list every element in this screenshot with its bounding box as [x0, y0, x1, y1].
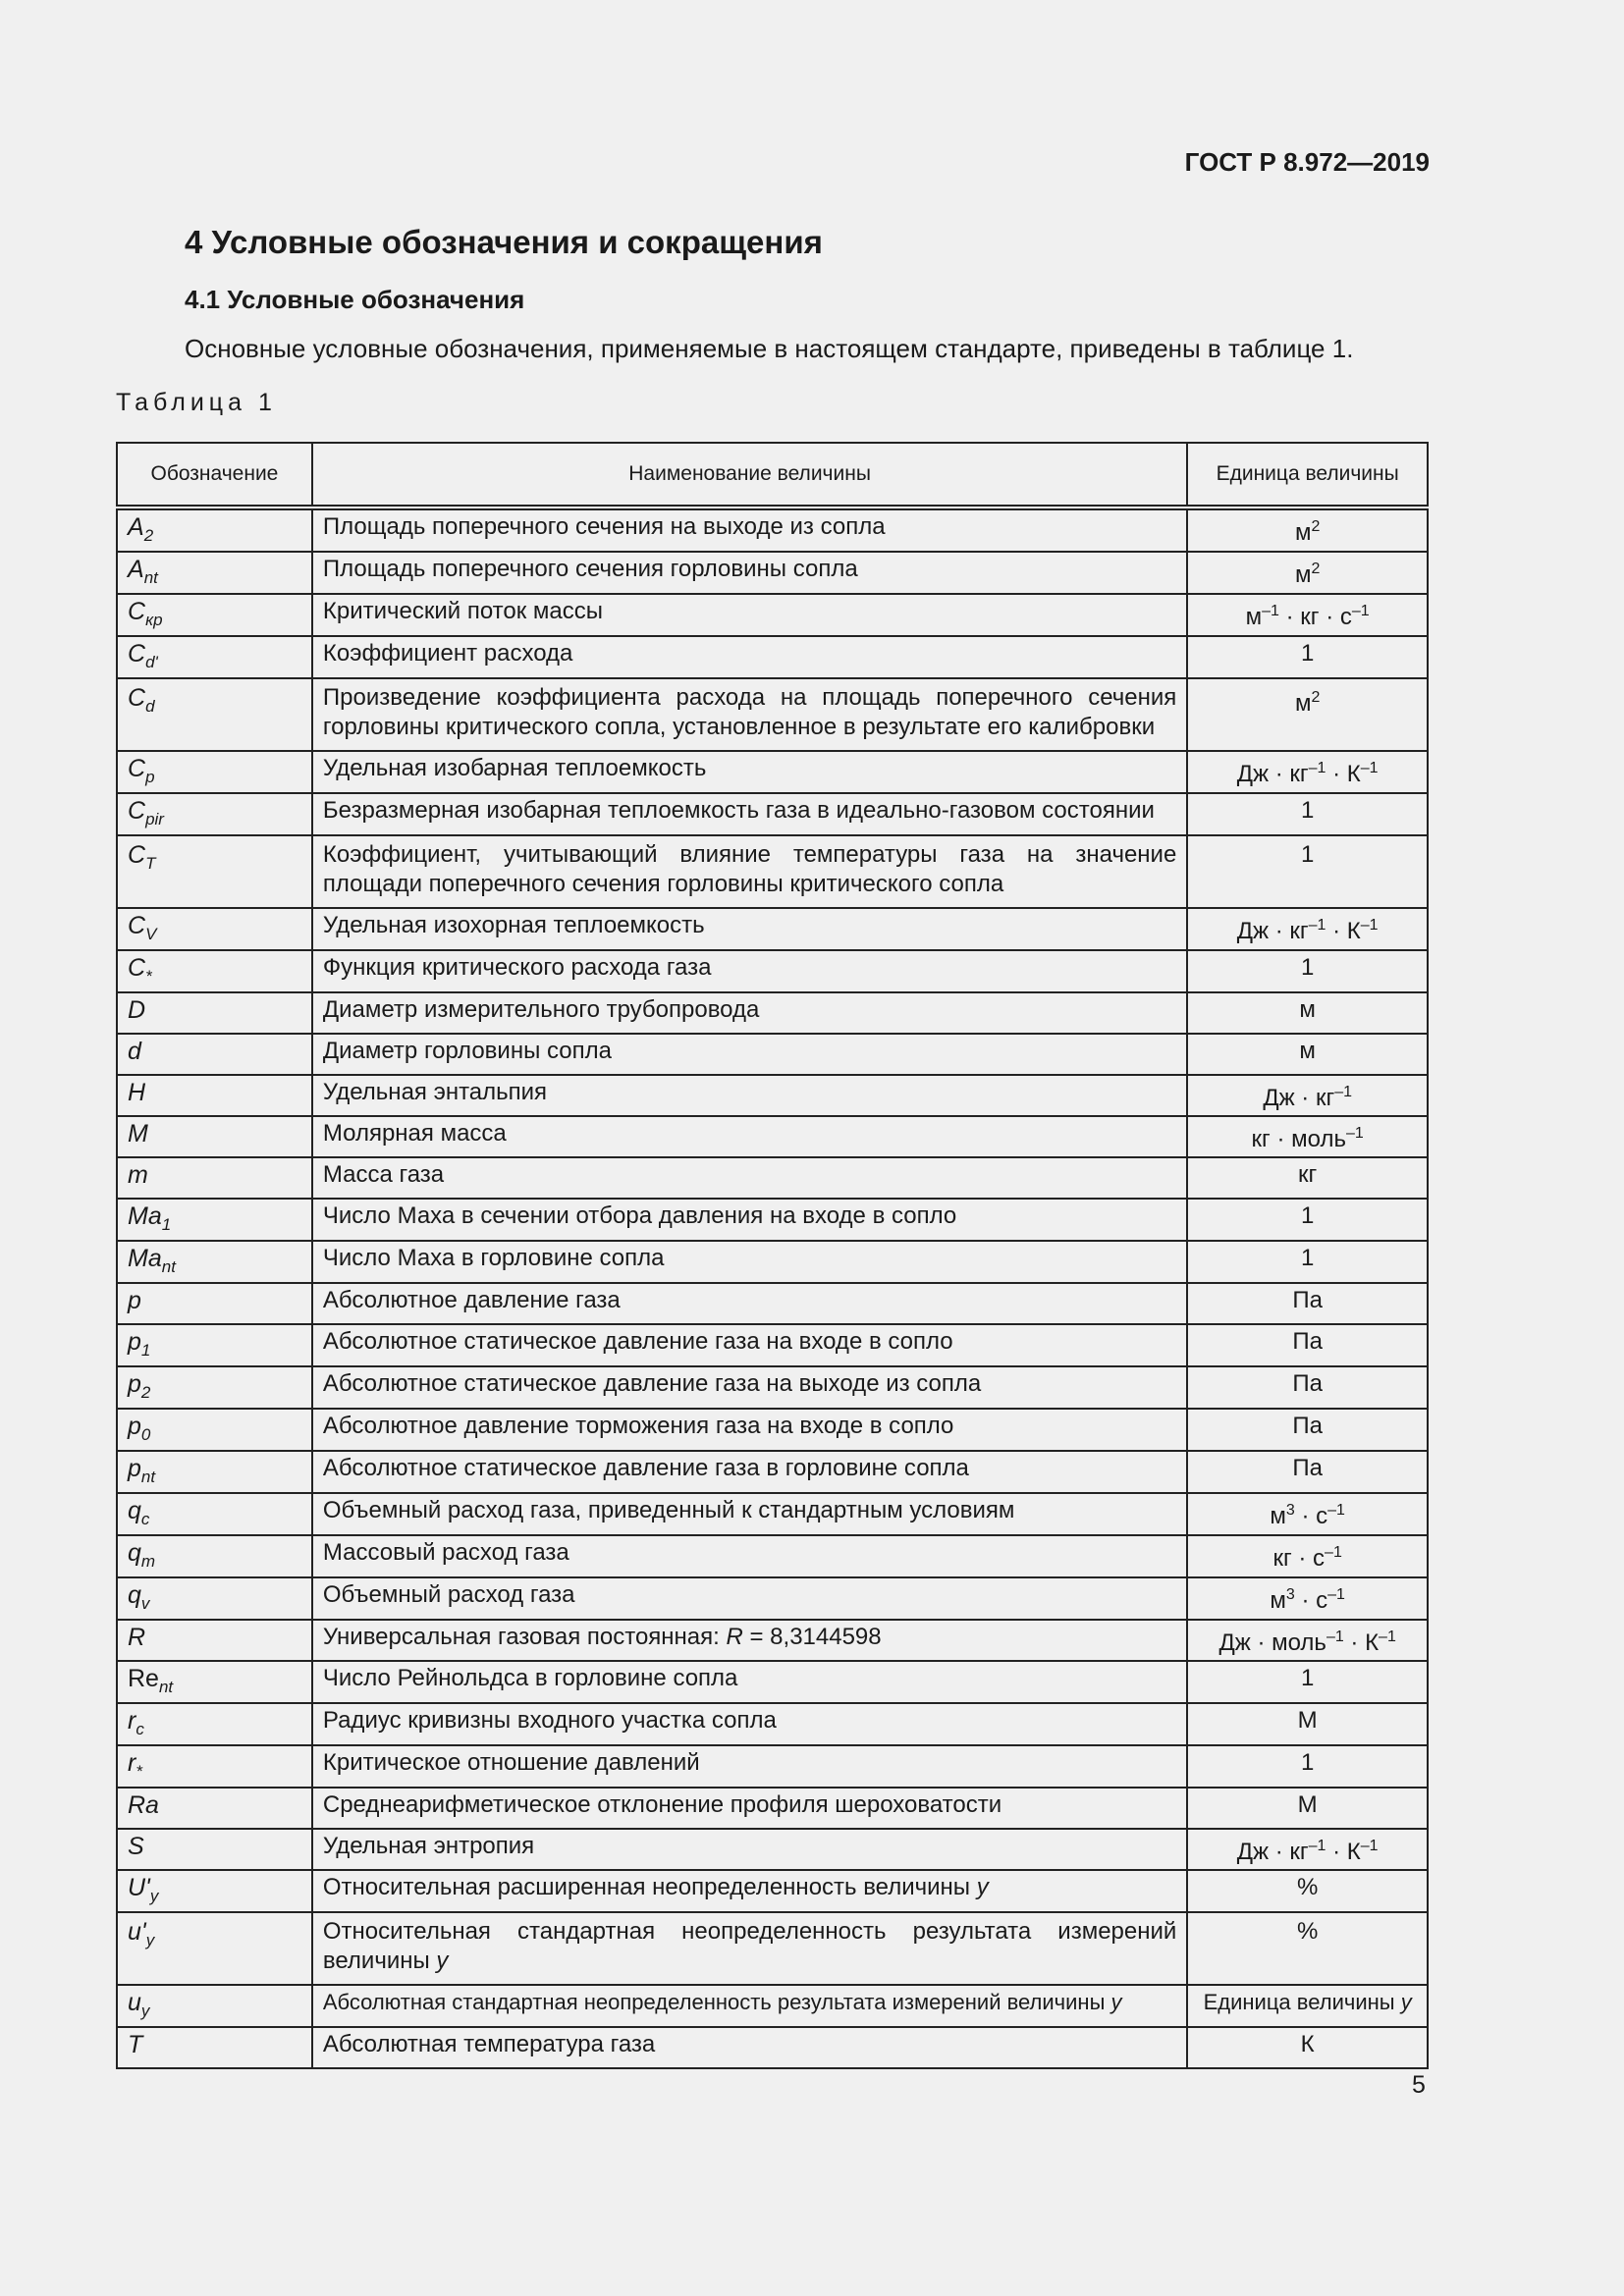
- table-row: [117, 1985, 1428, 2027]
- unit-cell: 1: [1187, 1241, 1428, 1283]
- symbol-cell: $C_{pir}$: [117, 793, 312, 835]
- unit-cell: $м^2$: [1187, 507, 1428, 552]
- table-row: [117, 1157, 1428, 1199]
- symbol-cell: T: [117, 2027, 312, 2068]
- quantity-name: Функция критического расхода газа: [312, 950, 1187, 992]
- header-symbol: Обозначение: [117, 443, 312, 507]
- unit-cell: %: [1187, 1912, 1428, 1985]
- symbol-cell: $Re_{nt}$: [117, 1661, 312, 1703]
- table-row: [117, 950, 1428, 992]
- quantity-name-text: Абсолютная стандартная неопределенность результата измерений величины: [322, 1990, 1106, 2014]
- quantity-name: Диаметр измерительного трубопровода: [312, 992, 1187, 1034]
- unit-cell: кг · $с^{-1}$: [1187, 1535, 1428, 1577]
- quantity-name: Критическое отношение давлений: [312, 1745, 1187, 1788]
- unit-cell: 1: [1187, 950, 1428, 992]
- table-row: [117, 908, 1428, 950]
- unit-cell: 1: [1187, 793, 1428, 835]
- quantity-name: Удельная изобарная теплоемкость: [312, 751, 1187, 793]
- quantity-name-text: Относительная стандартная неопределенность результата измерений величины: [322, 1918, 1177, 1974]
- unit-cell: м: [1187, 992, 1428, 1034]
- table-row: [117, 1324, 1428, 1366]
- table-row: [117, 1661, 1428, 1703]
- unit-cell: $м^{-1}$ · кг · $с^{-1}$: [1187, 594, 1428, 636]
- table-row: [117, 992, 1428, 1034]
- quantity-name: Абсолютное давление газа: [312, 1283, 1187, 1324]
- table-row: [117, 1703, 1428, 1745]
- unit-cell: 1: [1187, 835, 1428, 908]
- unit-cell: Дж · $кг^{-1} \cdot К^{-1}$: [1187, 908, 1428, 950]
- table-row: [117, 1788, 1428, 1829]
- quantity-name: Площадь поперечного сечения горловины сопла: [312, 552, 1187, 594]
- table-row: [117, 1241, 1428, 1283]
- symbol-cell: $C_d$: [117, 678, 312, 751]
- symbol-cell: $r_c$: [117, 1703, 312, 1745]
- unit-cell: $м^3 \cdot с^{-1}$: [1187, 1493, 1428, 1535]
- table-row: [117, 1034, 1428, 1075]
- quantity-name: Объемный расход газа: [312, 1577, 1187, 1620]
- quantity-name: Среднеарифметическое отклонение профиля шероховатости: [312, 1788, 1187, 1829]
- unit-text: Единица величины: [1203, 1990, 1395, 2014]
- header-unit: Единица величины: [1187, 443, 1428, 507]
- table-row: [117, 1829, 1428, 1870]
- table-row: [117, 507, 1428, 552]
- quantity-name: Произведение коэффициента расхода на площадь поперечного сечения горловины критического сопла, установленное в результате его калибровки: [312, 678, 1187, 751]
- symbol-cell: $r_*$: [117, 1745, 312, 1788]
- table-row: [117, 594, 1428, 636]
- quantity-name: Радиус кривизны входного участка сопла: [312, 1703, 1187, 1745]
- symbol-cell: $Ma_1$: [117, 1199, 312, 1241]
- symbol-cell: $C_{кр}$: [117, 594, 312, 636]
- unit-cell: Единица величины y: [1187, 1985, 1428, 2027]
- table-row: [117, 1535, 1428, 1577]
- symbol-cell: D: [117, 992, 312, 1034]
- table-row: [117, 1912, 1428, 1985]
- unit-cell: Па: [1187, 1324, 1428, 1366]
- symbol-cell: p: [117, 1283, 312, 1324]
- quantity-name: Удельная энтальпия: [312, 1075, 1187, 1116]
- quantity-name: Абсолютное статическое давление газа в горловине сопла: [312, 1451, 1187, 1493]
- quantity-name: Относительная расширенная неопределенность величины y: [312, 1870, 1187, 1912]
- table-row: [117, 793, 1428, 835]
- symbol-cell: Ra: [117, 1788, 312, 1829]
- table-row: [117, 1620, 1428, 1661]
- unit-cell: $м^2$: [1187, 678, 1428, 751]
- table-row: [117, 835, 1428, 908]
- unit-cell: Па: [1187, 1451, 1428, 1493]
- symbol-cell: $C_{d'}$: [117, 636, 312, 678]
- unit-text: м: [1294, 519, 1312, 546]
- page-number: 5: [1412, 2071, 1426, 2099]
- quantity-name: Безразмерная изобарная теплоемкость газа в идеально-газовом состоянии: [312, 793, 1187, 835]
- symbol-cell: $q_m$: [117, 1535, 312, 1577]
- quantity-name: Площадь поперечного сечения на выходе из сопла: [312, 507, 1187, 552]
- table-row: [117, 1116, 1428, 1157]
- quantity-name: Коэффициент расхода: [312, 636, 1187, 678]
- quantity-name-text: Относительная расширенная неопределенность величины: [322, 1874, 971, 1900]
- quantity-name: Число Рейнольдса в горловине сопла: [312, 1661, 1187, 1703]
- unit-cell: Па: [1187, 1409, 1428, 1451]
- header-quantity-name: Наименование величины: [312, 443, 1187, 507]
- unit-cell: Дж · $кг^{-1} \cdot К^{-1}$: [1187, 751, 1428, 793]
- table-header-row: [117, 443, 1428, 507]
- quantity-name: Абсолютное статическое давление газа на входе в сопло: [312, 1324, 1187, 1366]
- unit-cell: 1: [1187, 1199, 1428, 1241]
- symbol-cell: $U'_y$: [117, 1870, 312, 1912]
- quantity-name: Удельная изохорная теплоемкость: [312, 908, 1187, 950]
- unit-cell: $м^3 \cdot с^{-1}$: [1187, 1577, 1428, 1620]
- table-row: [117, 1493, 1428, 1535]
- symbol-cell: d: [117, 1034, 312, 1075]
- quantity-name: Число Маха в горловине сопла: [312, 1241, 1187, 1283]
- table-row: [117, 2027, 1428, 2068]
- quantity-name: Удельная энтропия: [312, 1829, 1187, 1870]
- unit-cell: кг: [1187, 1157, 1428, 1199]
- table-row: [117, 1870, 1428, 1912]
- unit-cell: $м^2$: [1187, 552, 1428, 594]
- table-row: [117, 1199, 1428, 1241]
- unit-cell: 1: [1187, 636, 1428, 678]
- quantity-name: Число Маха в сечении отбора давления на входе в сопло: [312, 1199, 1187, 1241]
- symbol-cell: $C_V$: [117, 908, 312, 950]
- quantity-name: Абсолютная стандартная неопределенность результата измерений величины y: [312, 1985, 1187, 2027]
- unit-cell: М: [1187, 1703, 1428, 1745]
- unit-cell: Па: [1187, 1283, 1428, 1324]
- table-row: [117, 1451, 1428, 1493]
- quantity-name: Универсальная газовая постоянная: R = 8,3144598: [312, 1620, 1187, 1661]
- table-row: [117, 636, 1428, 678]
- symbol-cell: S: [117, 1829, 312, 1870]
- symbol-cell: $p_1$: [117, 1324, 312, 1366]
- quantity-name: Диаметр горловины сопла: [312, 1034, 1187, 1075]
- symbol-cell: R: [117, 1620, 312, 1661]
- quantity-name: Молярная масса: [312, 1116, 1187, 1157]
- standard-code: ГОСТ Р 8.972—2019: [1184, 147, 1430, 177]
- quantity-name: Абсолютная температура газа: [312, 2027, 1187, 2068]
- table-row: [117, 1075, 1428, 1116]
- quantity-name: Объемный расход газа, приведенный к стандартным условиям: [312, 1493, 1187, 1535]
- symbol-cell: $u'_y$: [117, 1912, 312, 1985]
- unit-cell: Дж · $кг^{-1} \cdot К^{-1}$: [1187, 1829, 1428, 1870]
- symbol-cell: $q_v$: [117, 1577, 312, 1620]
- symbol-cell: $Ma_{nt}$: [117, 1241, 312, 1283]
- symbol-cell: $q_c$: [117, 1493, 312, 1535]
- symbol-cell: $p_2$: [117, 1366, 312, 1409]
- quantity-name: Абсолютное статическое давление газа на выходе из сопла: [312, 1366, 1187, 1409]
- subsection-title: 4.1 Условные обозначения: [185, 285, 525, 314]
- symbol-cell: $A_2$: [117, 507, 312, 552]
- quantity-name-text: Универсальная газовая постоянная:: [322, 1624, 720, 1650]
- unit-cell: 1: [1187, 1661, 1428, 1703]
- unit-cell: м: [1187, 1034, 1428, 1075]
- symbol-cell: $u_y$: [117, 1985, 312, 2027]
- symbol-cell: $A_{nt}$: [117, 552, 312, 594]
- symbol-cell: m: [117, 1157, 312, 1199]
- symbol-cell: $p_{nt}$: [117, 1451, 312, 1493]
- table-row: [117, 1366, 1428, 1409]
- unit-text: м: [1294, 561, 1312, 588]
- unit-cell: Дж · $кг^{-1}$: [1187, 1075, 1428, 1116]
- table-row: [117, 1283, 1428, 1324]
- unit-cell: %: [1187, 1870, 1428, 1912]
- quantity-name: Масса газа: [312, 1157, 1187, 1199]
- unit-cell: кг · моль$^{-1}$: [1187, 1116, 1428, 1157]
- table-row: [117, 1745, 1428, 1788]
- symbol-cell: H: [117, 1075, 312, 1116]
- table-row: [117, 1409, 1428, 1451]
- table-caption: Таблица 1: [116, 389, 277, 416]
- unit-cell: 1: [1187, 1745, 1428, 1788]
- symbols-table: [116, 442, 1429, 2069]
- symbol-cell: $C_T$: [117, 835, 312, 908]
- unit-cell: Па: [1187, 1366, 1428, 1409]
- quantity-name: Абсолютное давление торможения газа на входе в сопло: [312, 1409, 1187, 1451]
- unit-cell: К: [1187, 2027, 1428, 2068]
- unit-text: м: [1294, 690, 1312, 717]
- table-row: [117, 751, 1428, 793]
- symbol-cell: $C_p$: [117, 751, 312, 793]
- unit-cell: Дж · моль$^{-1}$ · $К^{-1}$: [1187, 1620, 1428, 1661]
- quantity-name: Массовый расход газа: [312, 1535, 1187, 1577]
- intro-paragraph: Основные условные обозначения, применяемые в настоящем стандарте, приведены в таблице 1.: [185, 334, 1354, 363]
- quantity-name: Критический поток массы: [312, 594, 1187, 636]
- symbol-cell: M: [117, 1116, 312, 1157]
- symbol-cell: $p_0$: [117, 1409, 312, 1451]
- quantity-name: Относительная стандартная неопределенность результата измерений величины y: [312, 1912, 1187, 1985]
- quantity-name: Коэффициент, учитывающий влияние температуры газа на значение площади поперечного сечения горловины критического сопла: [312, 835, 1187, 908]
- unit-cell: М: [1187, 1788, 1428, 1829]
- table-row: [117, 1577, 1428, 1620]
- table-row: [117, 678, 1428, 751]
- table-row: [117, 552, 1428, 594]
- section-title: 4 Условные обозначения и сокращения: [185, 224, 823, 260]
- symbol-cell: $C_*$: [117, 950, 312, 992]
